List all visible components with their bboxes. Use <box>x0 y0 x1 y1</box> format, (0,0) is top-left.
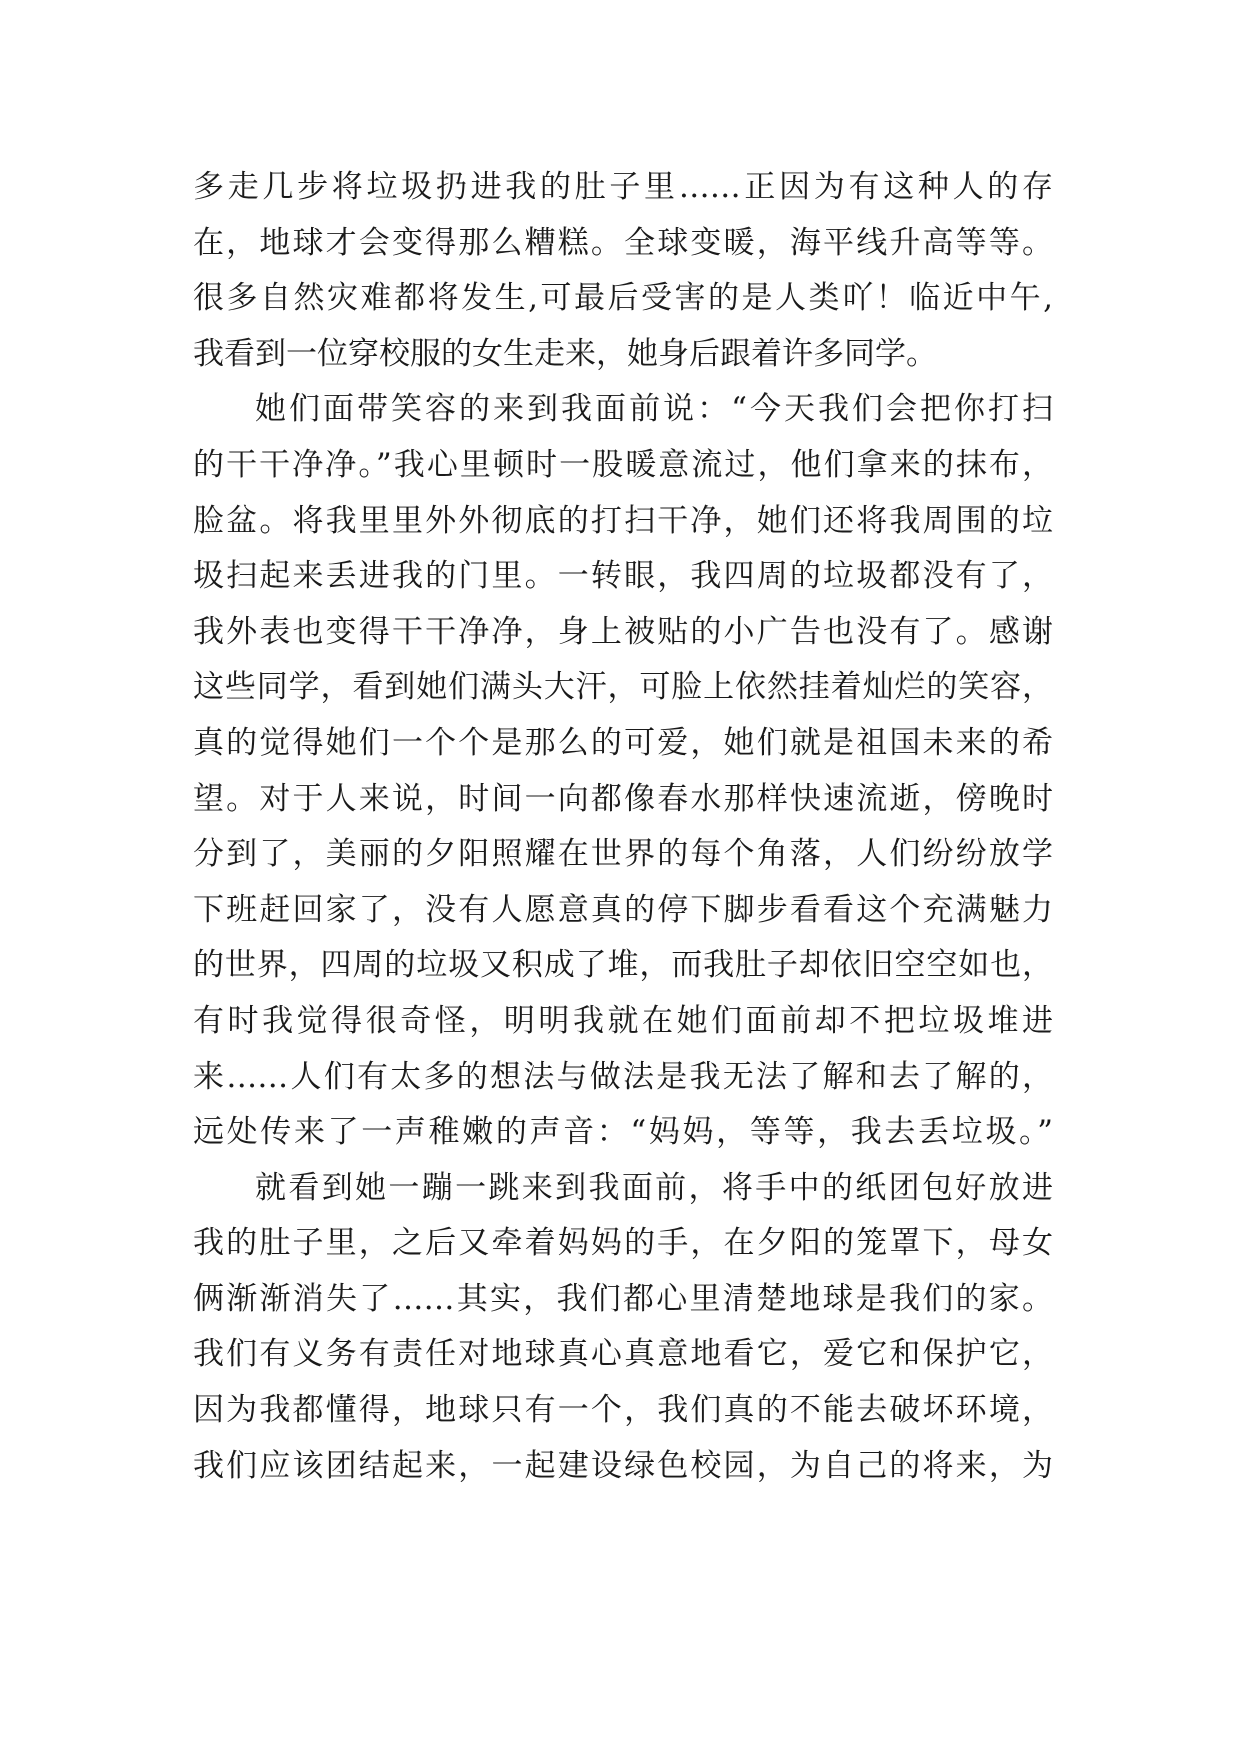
paragraph-start-line: 她们面带笑容的来到我面前说：“今天我们会把你打扫 <box>255 391 1053 428</box>
text-line: 俩渐渐消失了……其实，我们都心里清楚地球是我们的家。 <box>193 1280 1053 1317</box>
text-line: 我的肚子里，之后又牵着妈妈的手，在夕阳的笼罩下，母女 <box>193 1225 1053 1262</box>
text-line: 很多自然灾难都将发生,可最后受害的是人类吖！临近中午, <box>193 280 1053 317</box>
text-line: 远处传来了一声稚嫩的声音：“妈妈，等等，我去丢垃圾。” <box>193 1114 1053 1151</box>
text-line: 我外表也变得干干净净，身上被贴的小广告也没有了。感谢 <box>193 613 1053 650</box>
text-line: 望。对于人来说，时间一向都像春水那样快速流逝，傍晚时 <box>193 780 1053 817</box>
text-line: 在，地球才会变得那么糟糕。全球变暖，海平线升高等等。 <box>193 224 1053 261</box>
text-line: 我看到一位穿校服的女生走来，她身后跟着许多同学。 <box>193 335 937 372</box>
text-line: 我们应该团结起来，一起建设绿色校园，为自己的将来，为 <box>193 1447 1053 1484</box>
text-line: 这些同学，看到她们满头大汗，可脸上依然挂着灿烂的笑容， <box>193 669 1053 706</box>
paragraph-start-line: 就看到她一蹦一跳来到我面前，将手中的纸团包好放进 <box>255 1169 1053 1206</box>
text-line: 多走几步将垃圾扔进我的肚子里……正因为有这种人的存 <box>193 169 1053 205</box>
text-line: 我们有义务有责任对地球真心真意地看它，爱它和保护它， <box>193 1336 1053 1373</box>
text-line: 因为我都懂得，地球只有一个，我们真的不能去破坏环境， <box>193 1392 1053 1429</box>
text-line: 脸盆。将我里里外外彻底的打扫干净，她们还将我周围的垃 <box>193 502 1053 539</box>
text-line: 的世界，四周的垃圾又积成了堆，而我肚子却依旧空空如也， <box>193 947 1053 984</box>
text-line: 来……人们有太多的想法与做法是我无法了解和去了解的， <box>193 1058 1053 1095</box>
text-line: 有时我觉得很奇怪，明明我就在她们面前却不把垃圾堆进 <box>193 1002 1053 1039</box>
text-line: 圾扫起来丢进我的门里。一转眼，我四周的垃圾都没有了， <box>193 558 1053 595</box>
text-line: 的干干净净。”我心里顿时一股暖意流过，他们拿来的抹布， <box>193 446 1053 483</box>
text-line: 下班赶回家了，没有人愿意真的停下脚步看看这个充满魅力 <box>193 891 1053 928</box>
essay-body <box>193 160 1053 1494</box>
text-line: 分到了，美丽的夕阳照耀在世界的每个角落，人们纷纷放学 <box>193 836 1053 873</box>
text-line: 真的觉得她们一个个是那么的可爱，她们就是祖国未来的希 <box>193 724 1053 761</box>
